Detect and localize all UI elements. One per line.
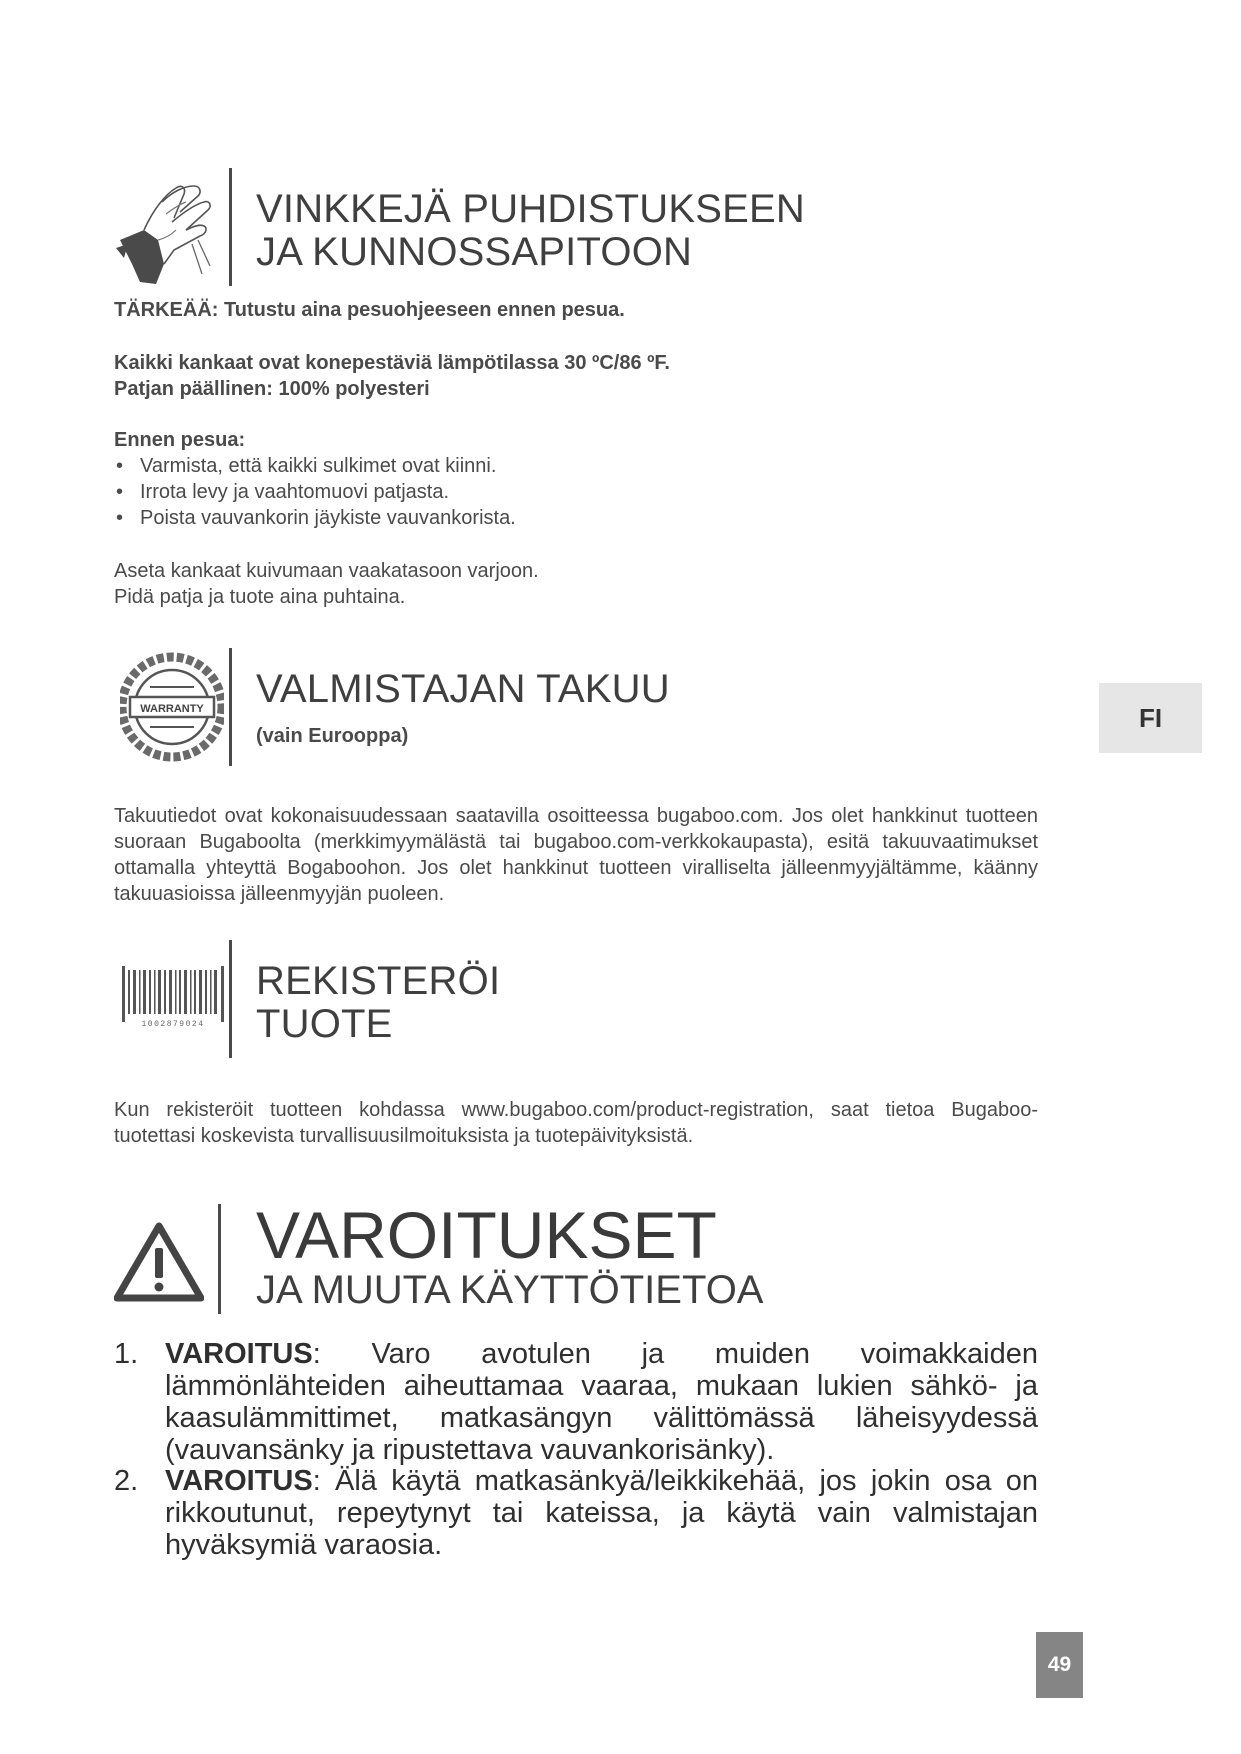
drying-info: [114, 558, 539, 610]
warning-label: VAROITUS: [165, 1338, 313, 1370]
warning-text: : Älä käytä matkasänkyä/leikkikehää, jos jokin osa on rikkoutunut, repeytynyt tai kateissa, ja käytä vain valmistajan hyväksymiä varaosia.: [165, 1465, 1038, 1561]
register-title-line1: REKISTERÖI: [256, 959, 501, 1003]
drying-info-line1: Aseta kankaat kuivumaan vaakatasoon varjoon.: [114, 560, 539, 582]
section-divider: [218, 1204, 221, 1314]
section-divider: [229, 940, 232, 1058]
cleaning-title-line1: VINKKEJÄ PUHDISTUKSEEN: [256, 187, 805, 231]
warnings-subtitle: JA MUUTA KÄYTTÖTIETOA: [256, 1268, 764, 1312]
warnings-title: VAROITUKSET: [256, 1198, 717, 1272]
section-divider: [229, 648, 232, 766]
warning-number: 2.: [114, 1465, 139, 1497]
section-divider: [229, 168, 232, 286]
register-title: [256, 960, 500, 1046]
register-title-line2: TUOTE: [256, 1002, 393, 1046]
warranty-body: Takuutiedot ovat kokonaisuudessaan saatavilla osoitteessa bugaboo.com. Jos olet hankkinut tuotteen suoraan Bugaboolta (merkkimyymälästä tai bugaboo.com-verkkokaupasta), esitä takuuvaatimukset ottamalla yhteyttä Bogaboohon. Jos olet hankkinut tuotteen viralliselta jälleenmyyjältämme, käänny takuuasioissa jälleenmyyjän puoleen.: [114, 805, 1038, 905]
warning-triangle-icon: [114, 1222, 204, 1302]
list-item: • Varmista, että kaikki sulkimet ovat kiinni.: [114, 453, 516, 479]
cleaning-title-line2: JA KUNNOSSAPITOON: [256, 230, 693, 274]
important-note: TÄRKEÄÄ: Tutustu aina pesuohjeeseen ennen pesua.: [114, 299, 625, 321]
warning-item: [114, 1338, 1038, 1466]
warranty-badge-label: WARRANTY: [140, 703, 204, 715]
before-wash-block: [114, 427, 516, 531]
cleaning-title: [256, 188, 805, 274]
register-body: Kun rekisteröit tuotteen kohdassa www.bugaboo.com/product-registration, saat tietoa Bugaboo-tuotettasi koskevista turvallisuusilmoituksista ja tuotepäivityksistä.: [114, 1099, 1038, 1147]
list-item: • Irrota levy ja vaahtomuovi patjasta.: [114, 479, 516, 505]
before-wash-list: [114, 453, 516, 531]
barcode-digits: 1002879024: [141, 1020, 205, 1029]
warning-number: 1.: [114, 1338, 139, 1370]
warranty-badge-icon: [120, 648, 224, 766]
page-number: 49: [1036, 1632, 1083, 1698]
drying-info-line2: Pidä patja ja tuote aina puhtaina.: [114, 586, 406, 608]
fabric-info-line1: Kaikki kankaat ovat konepestäviä lämpötilassa 30 ºC/86 ºF.: [114, 352, 670, 374]
language-tab: FI: [1099, 683, 1202, 753]
warranty-subtitle: (vain Eurooppa): [256, 725, 409, 747]
warning-text: : Varo avotulen ja muiden voimakkaiden lämmönlähteiden aiheuttamaa vaaraa, mukaan lukien sähkö- ja kaasulämmittimet, matkasängyn välittömässä läheisyydessä (vauvansänky ja ripustettava vauvankorisänky).: [165, 1338, 1038, 1466]
fabric-info: [114, 350, 670, 402]
warning-label: VAROITUS: [165, 1465, 313, 1497]
washing-hands-icon: [114, 178, 222, 290]
list-item: • Poista vauvankorin jäykiste vauvankorista.: [114, 505, 516, 531]
warning-item: [114, 1465, 1038, 1561]
barcode-icon: [122, 966, 224, 1032]
warranty-title: VALMISTAJAN TAKUU: [256, 667, 670, 711]
before-wash-heading: Ennen pesua:: [114, 429, 246, 451]
fabric-info-line2: Patjan päällinen: 100% polyesteri: [114, 378, 430, 400]
